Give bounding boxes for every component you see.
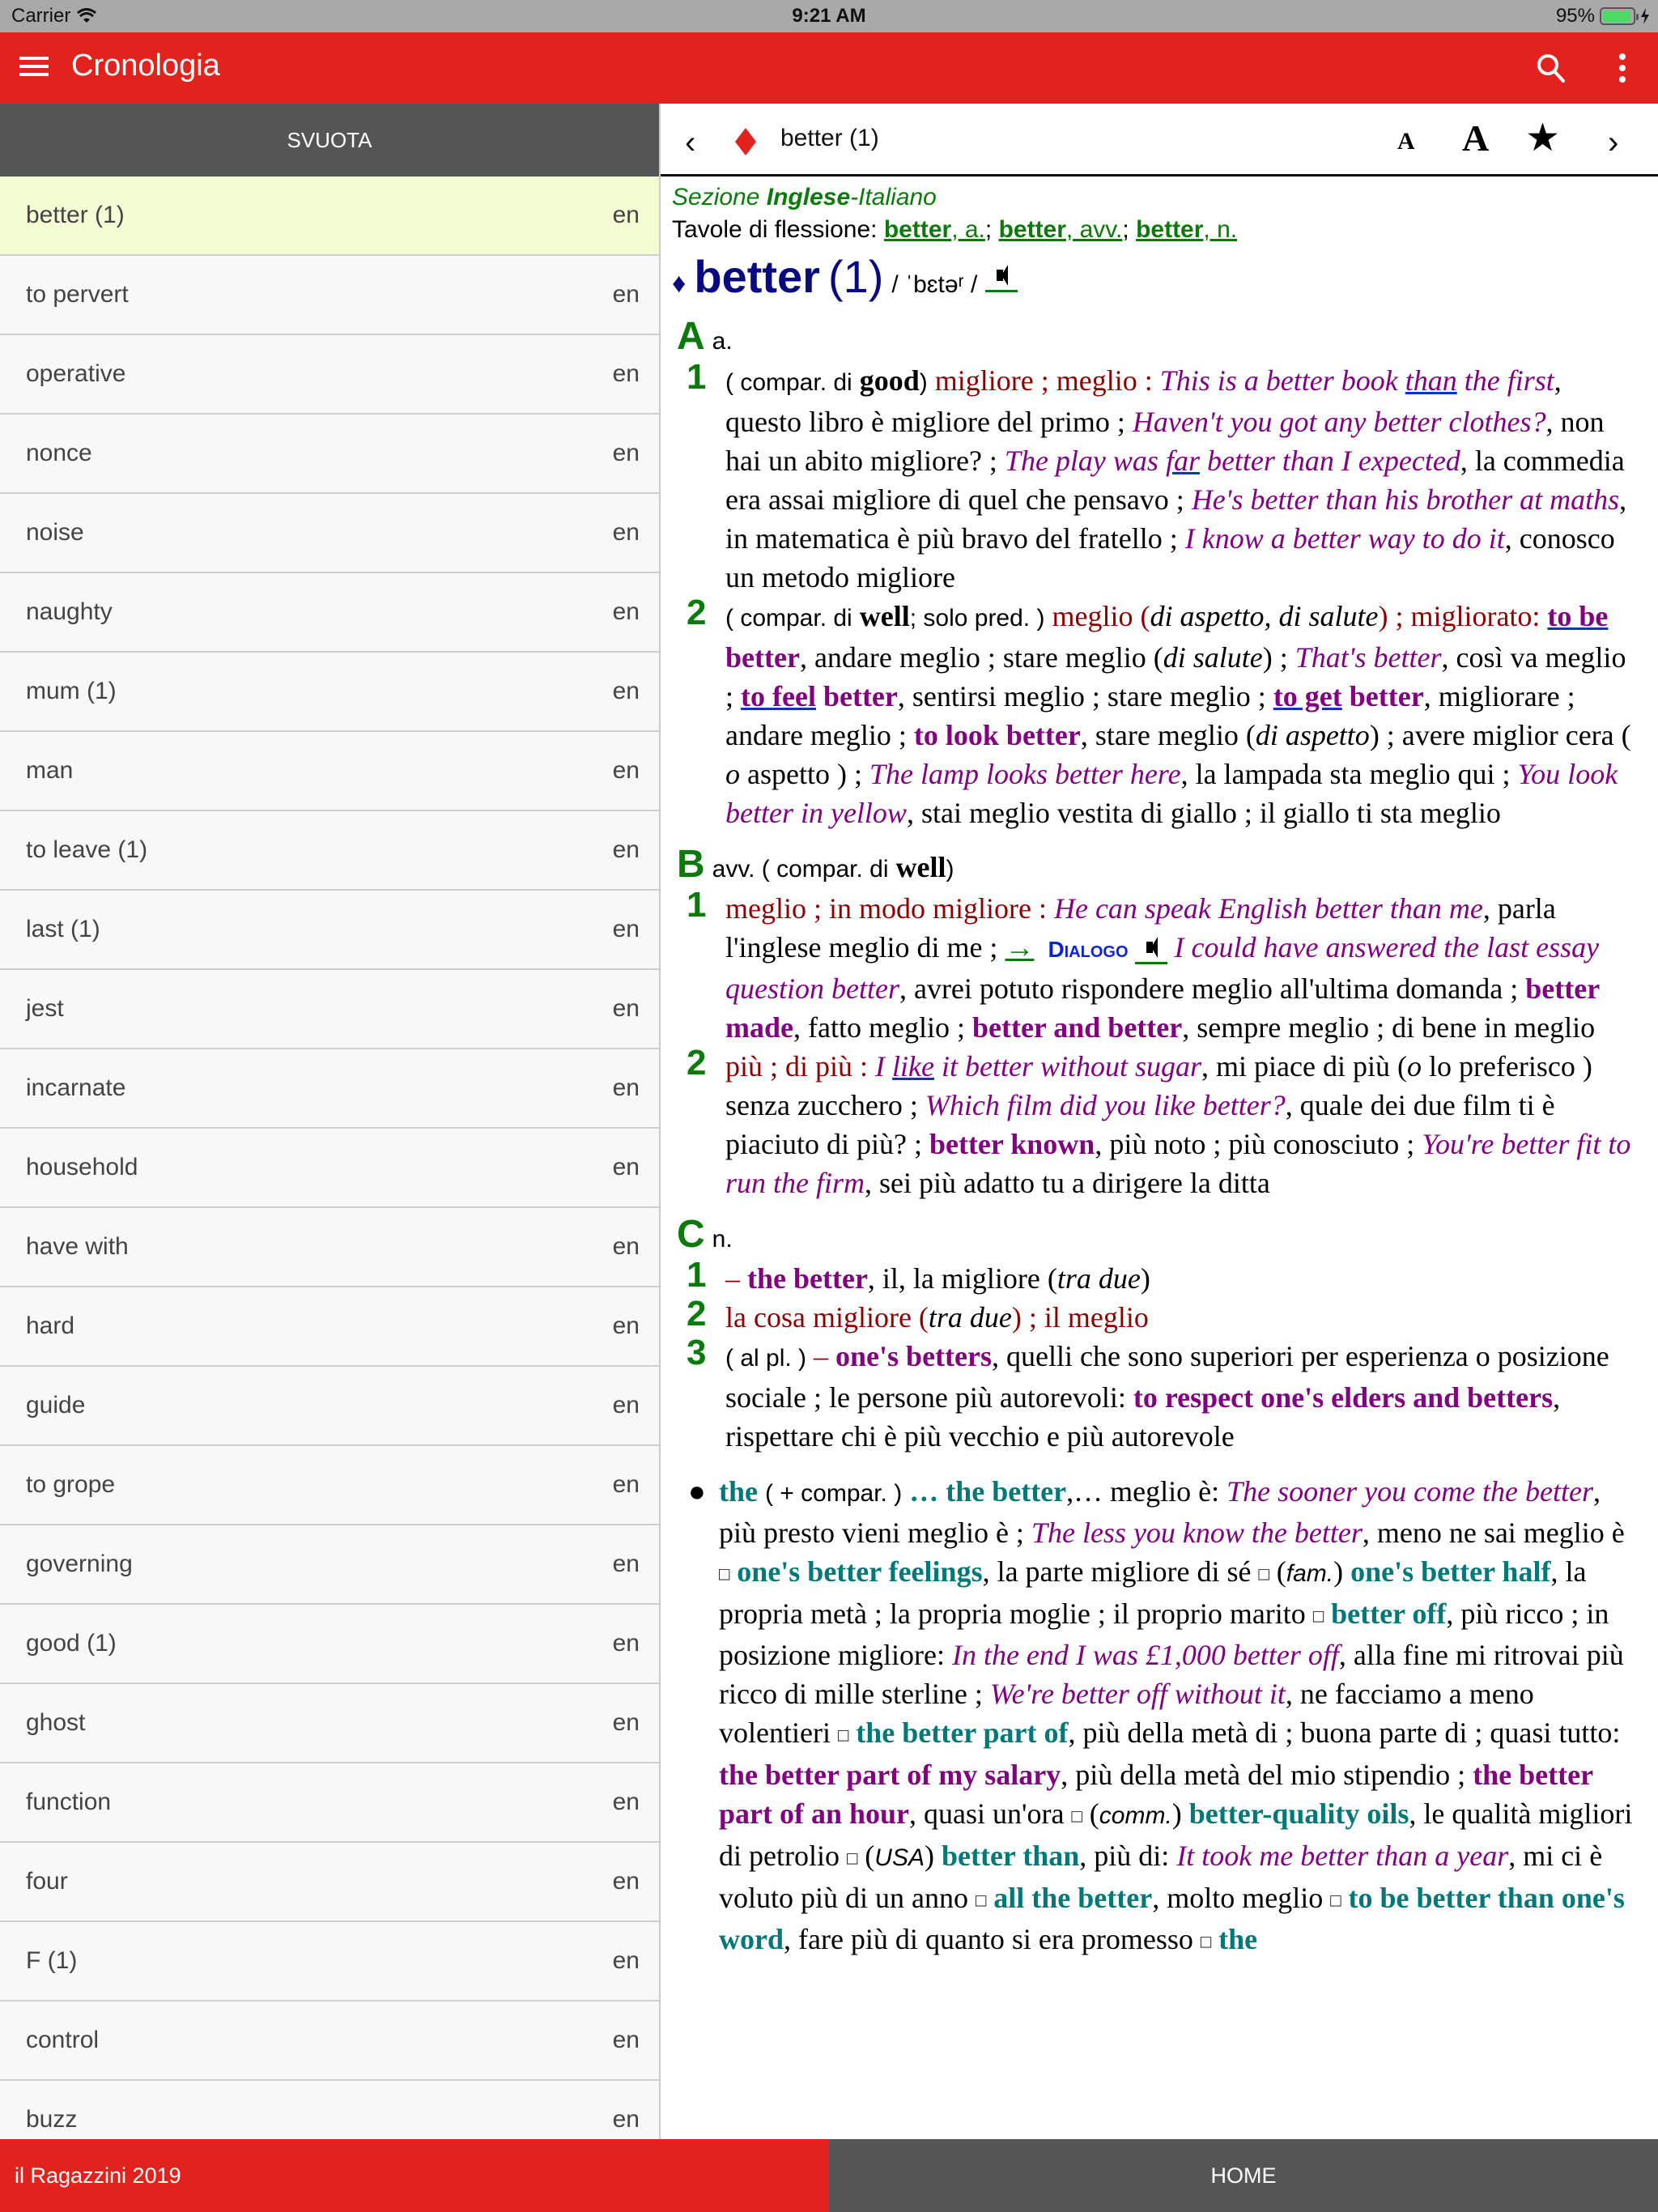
idioms-block: ● the ( + compar. ) … the better,… meglio è: The sooner you come the better, più presto vieni meglio è ; The less you know the better, meno ne sai meglio è □ one's better feelings, la parte migliore di sé □ (fam.) one's better half, la propria metà ; la propria moglie ; il proprio marito □ better off, più ricco ; in posizione migliore: In the end I was £1,000 better off, alla fine mi ritrovai più ricco di mille sterline ; We're better off without it, ne facciamo a meno volentieri □ the better part of, più della metà di ; buona parte di ; quasi tutto: the better part of my salary, più della metà del mio stipendio ; the better part of an hour, quasi un'ora □ (comm.) better-quality oils, le qualità migliori di petrolio □ (USA) better than, più di: It took me better than a year, mi ci è voluto più di un anno □ all the better, molto meglio □ to be better than one's word, fare più di quanto si era promesso □ the xyxy=(677,1472,1639,1962)
bottom-bar xyxy=(0,2139,1658,2212)
history-lang: en xyxy=(612,281,640,308)
history-word: control xyxy=(26,2027,100,2053)
history-word: last (1) xyxy=(26,916,100,942)
history-item[interactable] xyxy=(0,2081,659,2139)
history-lang: en xyxy=(612,1471,640,1498)
history-word: naughty xyxy=(26,598,113,625)
headword-line xyxy=(672,251,1639,304)
history-lang: en xyxy=(612,2027,640,2053)
history-word: hard xyxy=(26,1312,75,1339)
history-word: buzz xyxy=(26,2106,78,2133)
history-item[interactable] xyxy=(0,494,659,573)
history-item[interactable] xyxy=(0,732,659,811)
history-word: four xyxy=(26,1868,68,1895)
history-item[interactable] xyxy=(0,1525,659,1605)
increase-font-button[interactable]: A xyxy=(1462,117,1490,159)
history-word: F (1) xyxy=(26,1947,78,1974)
inflection-link-adverb[interactable]: better, avv. xyxy=(998,216,1123,243)
more-vertical-icon[interactable] xyxy=(1616,52,1629,84)
history-word: have with xyxy=(26,1233,129,1260)
history-lang: en xyxy=(612,1868,640,1895)
history-item[interactable] xyxy=(0,335,659,415)
dialogo-link[interactable]: Dialogo xyxy=(1048,937,1129,962)
dialogo-arrow-link[interactable]: → xyxy=(1005,931,1035,963)
history-lang: en xyxy=(612,1789,640,1815)
headword: better xyxy=(694,251,820,302)
history-lang: en xyxy=(612,836,640,863)
section-label: Sezione Inglese-Italiano xyxy=(672,184,937,211)
history-word: operative xyxy=(26,360,126,387)
headword-diamond-icon: ♦ xyxy=(672,268,687,299)
favorite-star-icon[interactable]: ★ xyxy=(1525,117,1561,160)
section-a: A a. xyxy=(677,315,733,358)
link-than[interactable]: than xyxy=(1405,364,1457,397)
sense-a2: 2 ( compar. di well; solo pred. ) meglio (di aspetto, di salute) ; migliorato: to be better, andare meglio ; stare meglio (di salute) ; That's better, così va meglio ; to feel better, sentirsi meglio ; stare meglio ; to get better, migliorare ; andare meglio ; to look better, stare meglio (di aspetto) ; avere miglior cera ( o aspetto ) ; The lamp looks better here, la lampada sta meglio qui ; You look better in yellow, stai meglio vestita di giallo ; il giallo ti sta meglio xyxy=(687,593,1631,829)
entry-toolbar xyxy=(661,104,1658,177)
inflection-link-adjective[interactable]: better, a. xyxy=(883,216,985,243)
inflection-tables: Tavole di flessione: better, a.; better, avv.; better, n. xyxy=(672,216,1238,243)
history-word: better (1) xyxy=(26,202,125,228)
history-word: to pervert xyxy=(26,281,129,308)
clock: 9:21 AM xyxy=(792,5,866,27)
link-far[interactable]: far xyxy=(1165,445,1200,477)
history-lang: en xyxy=(612,1392,640,1419)
history-lang: en xyxy=(612,598,640,625)
history-word: governing xyxy=(26,1551,133,1577)
history-item[interactable] xyxy=(0,2001,659,2081)
sense-c3: 3 ( al pl. ) – one's betters, quelli che sono superiori per esperienza o posizione sociale ; le persone più autorevoli: to respect one's elders and betters, rispettare chi è più vecchio e più autorevole xyxy=(687,1333,1609,1453)
history-item[interactable] xyxy=(0,1129,659,1208)
battery xyxy=(1556,5,1650,28)
hamburger-menu-icon[interactable] xyxy=(19,53,49,83)
home-button[interactable]: HOME xyxy=(829,2139,1658,2212)
homograph-number: (1) xyxy=(827,251,884,302)
link-to-feel[interactable]: to feel xyxy=(741,680,816,713)
brand-label: il Ragazzini 2019 xyxy=(0,2139,829,2212)
link-like[interactable]: like xyxy=(892,1050,934,1083)
history-item[interactable] xyxy=(0,1684,659,1763)
sense-b1: 1 meglio ; in modo migliore : He can speak English better than me, parla l'inglese meglio di me ; → Dialogo I could have answered the last essay question better, avrei potuto rispondere meglio all'ultima domanda ; better made, fatto meglio ; better and better, sempre meglio ; di bene in meglio xyxy=(687,885,1600,1044)
history-word: jest xyxy=(26,995,64,1022)
sense-b2: 2 più ; di più : I like it better without sugar, mi piace di più (o lo preferisco ) senza zucchero ; Which film did you like better?, quale dei due film ti è piaciuto di più? ; better known, più noto ; più conosciuto ; You're better fit to run the firm, sei più adatto tu a dirigere la ditta xyxy=(687,1043,1631,1199)
history-lang: en xyxy=(612,678,640,704)
history-item[interactable] xyxy=(0,1763,659,1843)
link-to-be[interactable]: to be xyxy=(1547,600,1609,632)
carrier-label: Carrier xyxy=(11,5,71,27)
history-word: function xyxy=(26,1789,112,1815)
history-item[interactable] xyxy=(0,256,659,335)
history-item[interactable] xyxy=(0,1605,659,1684)
section-b: B avv. ( compar. di well) xyxy=(677,843,954,886)
history-word: to leave (1) xyxy=(26,836,148,863)
history-panel xyxy=(0,104,661,2139)
history-word: good (1) xyxy=(26,1630,117,1657)
search-icon[interactable] xyxy=(1535,52,1567,84)
dictionary-entry xyxy=(661,177,1658,1962)
history-lang: en xyxy=(612,1709,640,1736)
history-item[interactable] xyxy=(0,970,659,1049)
history-list xyxy=(0,177,659,2139)
history-item[interactable] xyxy=(0,1922,659,2001)
history-word: household xyxy=(26,1154,138,1180)
status-bar xyxy=(0,0,1658,32)
history-word: mum (1) xyxy=(26,678,117,704)
forward-chevron-icon[interactable]: › xyxy=(1608,125,1619,160)
history-lang: en xyxy=(612,202,640,228)
history-item[interactable] xyxy=(0,573,659,653)
history-lang: en xyxy=(612,2106,640,2133)
history-lang: en xyxy=(612,1312,640,1339)
app-bar xyxy=(0,32,1658,104)
pronunciation: / ˈbɛtəʳ / xyxy=(891,271,978,298)
history-lang: en xyxy=(612,916,640,942)
battery-percent: 95% xyxy=(1555,5,1595,27)
history-item[interactable] xyxy=(0,1287,659,1367)
history-item[interactable] xyxy=(0,177,659,256)
history-lang: en xyxy=(612,1074,640,1101)
red-diamond-icon xyxy=(735,128,756,155)
bullet-icon: ● xyxy=(688,1475,706,1508)
decrease-font-button[interactable]: A xyxy=(1397,128,1415,155)
history-word: noise xyxy=(26,519,84,546)
history-lang: en xyxy=(612,995,640,1022)
sense-a1: 1 ( compar. di good) migliore ; meglio : This is a better book than the first, questo libro è migliore del primo ; Haven't you got any better clothes?, non hai un abito migliore? ; The play was far better than I expected, la commedia era assai migliore di quel che pensavo ; He's better than his brother at maths, in matematica è più bravo del fratello ; I know a better way to do it, conosco un metodo migliore xyxy=(687,357,1627,593)
history-lang: en xyxy=(612,757,640,784)
history-item[interactable] xyxy=(0,1843,659,1922)
battery-icon xyxy=(1600,7,1635,25)
history-item[interactable] xyxy=(0,1367,659,1446)
history-item[interactable] xyxy=(0,811,659,891)
inflection-link-noun[interactable]: better, n. xyxy=(1136,216,1238,243)
history-word: nonce xyxy=(26,440,92,466)
history-lang: en xyxy=(612,1947,640,1974)
history-item[interactable] xyxy=(0,1208,659,1287)
clear-history-button[interactable]: SVUOTA xyxy=(0,104,659,177)
history-lang: en xyxy=(612,440,640,466)
history-lang: en xyxy=(612,519,640,546)
history-item[interactable] xyxy=(0,1049,659,1129)
speaker-icon[interactable] xyxy=(1135,937,1167,964)
section-c: C n. xyxy=(677,1213,733,1256)
back-chevron-icon[interactable]: ‹ xyxy=(685,125,696,160)
history-item[interactable] xyxy=(0,415,659,494)
history-lang: en xyxy=(612,1630,640,1657)
history-lang: en xyxy=(612,360,640,387)
history-item[interactable] xyxy=(0,1446,659,1525)
history-word: to grope xyxy=(26,1471,116,1498)
sense-c2: 2 la cosa migliore (tra due) ; il meglio xyxy=(687,1294,1149,1334)
entry-panel xyxy=(661,104,1658,2139)
history-word: ghost xyxy=(26,1709,86,1736)
sense-c1: 1 – the better, il, la migliore (tra due) xyxy=(687,1255,1150,1295)
app-bar-title: Cronologia xyxy=(71,49,220,83)
entry-word: better (1) xyxy=(780,125,879,151)
charging-bolt-icon xyxy=(1640,8,1650,24)
link-to-get[interactable]: to get xyxy=(1273,680,1342,713)
history-lang: en xyxy=(612,1233,640,1260)
history-item[interactable] xyxy=(0,891,659,970)
history-item[interactable] xyxy=(0,653,659,732)
history-word: man xyxy=(26,757,74,784)
history-lang: en xyxy=(612,1154,640,1180)
history-word: guide xyxy=(26,1392,86,1419)
speaker-icon[interactable] xyxy=(985,265,1018,292)
history-lang: en xyxy=(612,1551,640,1577)
history-word: incarnate xyxy=(26,1074,126,1101)
